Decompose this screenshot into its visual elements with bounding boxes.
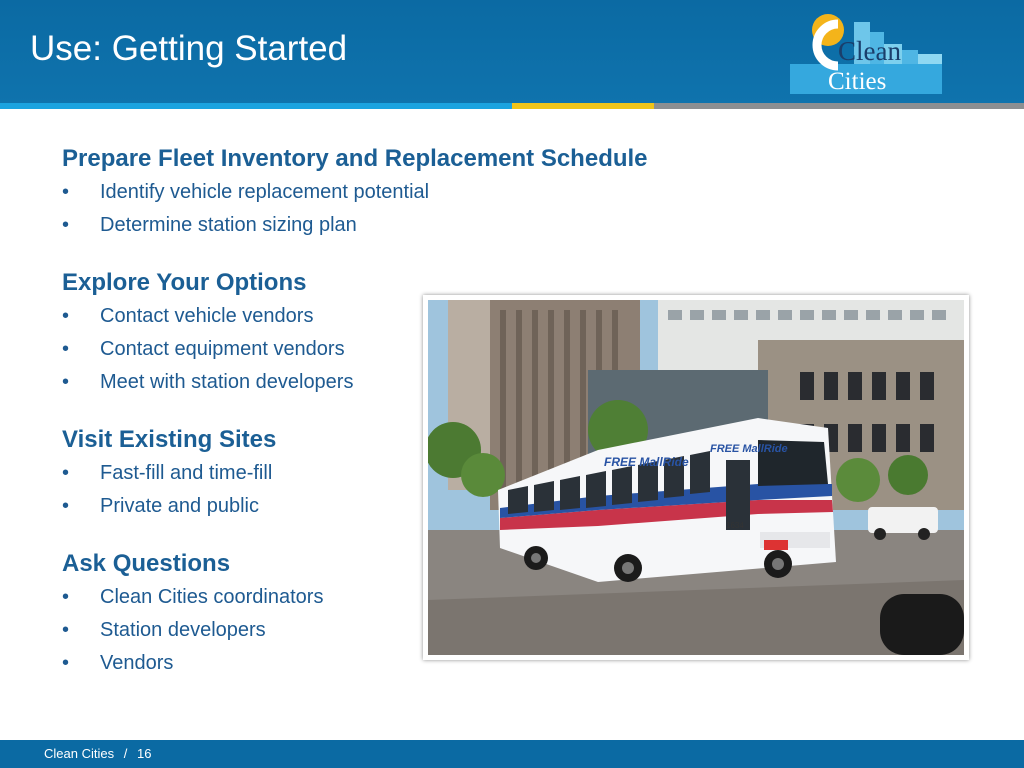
bus-photo	[423, 295, 969, 660]
section-ask-questions	[62, 547, 482, 680]
bullet-list	[62, 176, 482, 242]
bullet-list	[62, 457, 482, 523]
section-heading: Ask Questions	[62, 550, 231, 577]
bus-sign-front: FREE MallRide	[710, 443, 788, 455]
bullet-item: • Contact equipment vendors	[62, 333, 482, 366]
bullet-item: • Contact vehicle vendors	[62, 300, 482, 333]
bullet-item: • Determine station sizing plan	[62, 209, 482, 242]
bullet-item: • Identify vehicle replacement potential	[62, 176, 482, 209]
page-number: 16	[136, 746, 152, 761]
section-visit-sites	[62, 423, 482, 523]
section-heading: Visit Existing Sites	[62, 426, 277, 453]
bus-number: 1634	[726, 521, 744, 530]
bus-sign-side: FREE MallRide	[604, 455, 689, 469]
bullet-item: • Meet with station developers	[62, 366, 482, 399]
section-heading: Explore Your Options	[62, 269, 307, 296]
slide-header	[0, 0, 1024, 103]
footer-separator: /	[123, 746, 128, 761]
logo-text-cities: Cities	[828, 68, 887, 95]
bullet-item: • Station developers	[62, 614, 482, 647]
clean-cities-logo	[786, 10, 946, 96]
bullet-list	[62, 300, 482, 399]
accent-bar-blue	[0, 103, 512, 109]
footer-label	[44, 746, 151, 762]
logo-text-clean: Clean	[838, 36, 901, 66]
bullet-item: • Private and public	[62, 490, 482, 523]
section-heading: Prepare Fleet Inventory and Replacement Schedule	[62, 145, 648, 172]
clean-cities-logo-icon	[786, 10, 946, 96]
section-explore-options	[62, 266, 482, 399]
bullet-item: • Clean Cities coordinators	[62, 581, 482, 614]
bullet-list	[62, 581, 482, 680]
accent-bar-yellow	[512, 103, 654, 109]
accent-bar-gray	[654, 103, 1024, 109]
slide-footer	[0, 740, 1024, 768]
bullet-item: • Vendors	[62, 647, 482, 680]
bus-photo-image	[428, 300, 964, 655]
slide-title: Use: Getting Started	[30, 29, 348, 68]
footer-brand: Clean Cities	[44, 746, 115, 761]
bullet-item: • Fast-fill and time-fill	[62, 457, 482, 490]
section-prepare-fleet	[62, 142, 648, 242]
